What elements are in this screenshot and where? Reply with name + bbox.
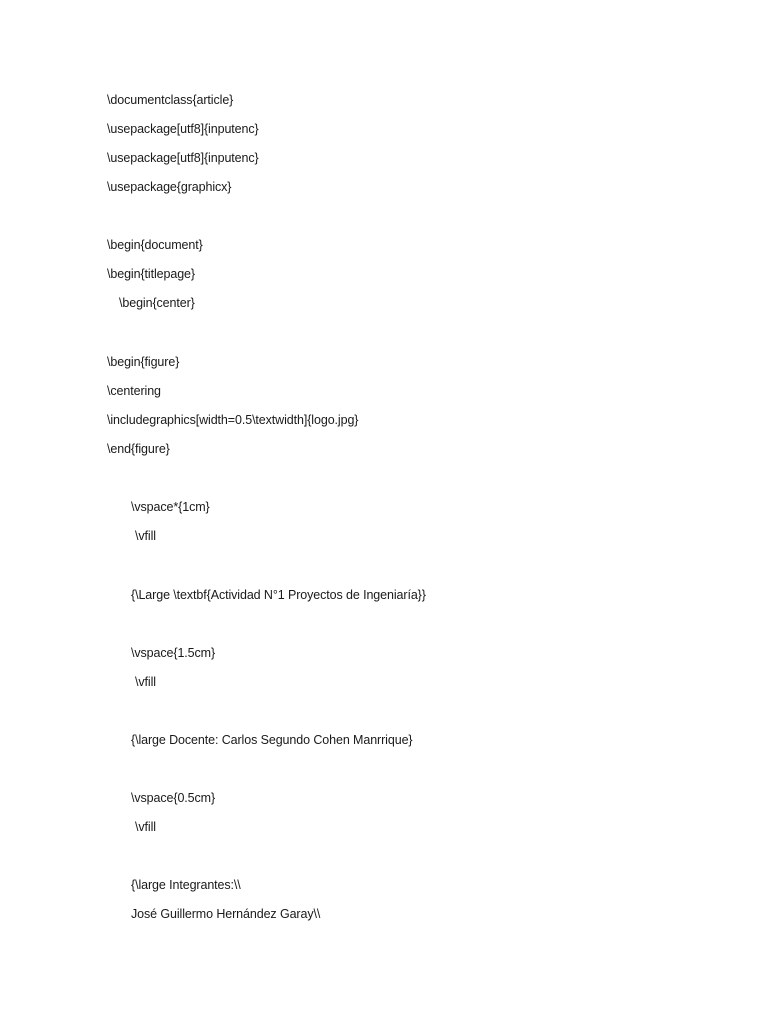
- code-line: \begin{center}: [119, 296, 195, 310]
- code-line: {\large Docente: Carlos Segundo Cohen Manrrique}: [131, 733, 413, 747]
- code-line: \begin{document}: [107, 238, 203, 252]
- code-line: \vfill: [135, 675, 156, 689]
- code-line: \includegraphics[width=0.5\textwidth]{logo.jpg}: [107, 413, 359, 427]
- code-line: \centering: [107, 384, 161, 398]
- code-line: \vspace*{1cm}: [131, 500, 210, 514]
- code-line: {\Large \textbf{Actividad N°1 Proyectos de Ingeniaría}}: [131, 588, 426, 602]
- code-line: \usepackage{graphicx}: [107, 180, 232, 194]
- code-line: \vfill: [135, 820, 156, 834]
- code-line: \usepackage[utf8]{inputenc}: [107, 122, 259, 136]
- code-line: \vfill: [135, 529, 156, 543]
- code-line: \usepackage[utf8]{inputenc}: [107, 151, 259, 165]
- code-line: \vspace{0.5cm}: [131, 791, 216, 805]
- code-line: \begin{titlepage}: [107, 267, 195, 281]
- code-line: \end{figure}: [107, 442, 170, 456]
- code-line: {\large Integrantes:\\: [131, 878, 241, 892]
- code-line: José Guillermo Hernández Garay\\: [131, 907, 321, 921]
- code-line: \documentclass{article}: [107, 93, 234, 107]
- code-line: \vspace{1.5cm}: [131, 646, 216, 660]
- code-line: \begin{figure}: [107, 355, 180, 369]
